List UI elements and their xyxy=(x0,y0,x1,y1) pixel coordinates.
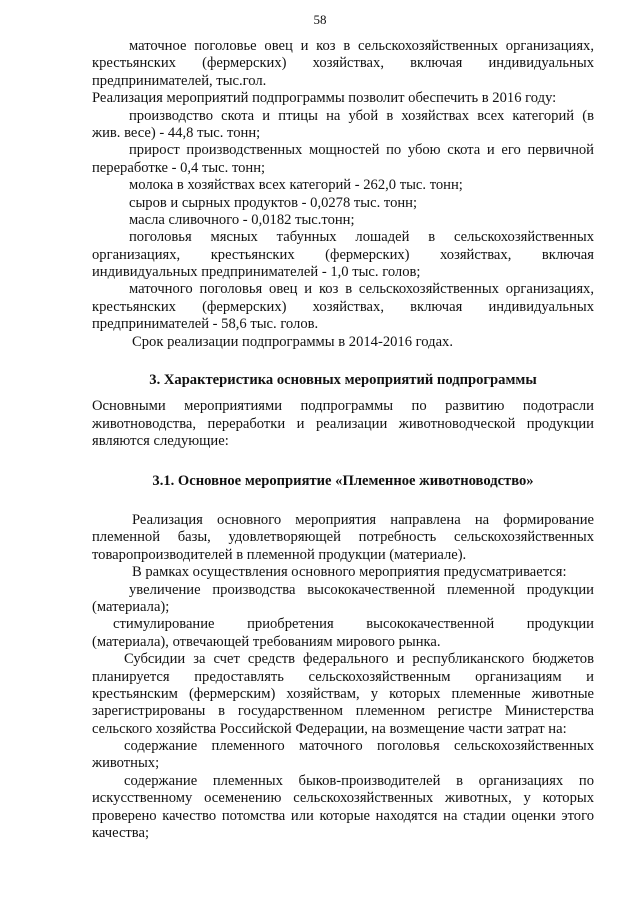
text-line: товаропроизводителей в племенной продукции (материале). xyxy=(92,546,467,563)
section-heading-3-1 xyxy=(92,473,594,490)
text-line: маточное поголовье овец и коз в сельскохозяйственных организациях, xyxy=(129,38,594,54)
list-item xyxy=(92,738,594,773)
text-line: зарегистрированы в государственном племенном регистре Министерства xyxy=(92,703,594,720)
paragraph-expected-results-intro xyxy=(92,90,594,107)
text-line: молока в хозяйствах всех категорий - 262,0 тыс. тонн; xyxy=(129,177,463,194)
text-line: прирост производственных мощностей по убою скота и его первичной xyxy=(129,142,594,159)
text-line: проверено качество потомства или которые находятся на стадии оценки этого xyxy=(92,807,594,824)
text-line: индивидуальных предпринимателей - 1,0 тыс. голов; xyxy=(92,264,421,281)
heading-text: 3.1. Основное мероприятие «Племенное животноводство» xyxy=(152,472,534,489)
page-number: 58 xyxy=(313,12,327,27)
text-line: искусственному осеменению сельскохозяйственных животных, у которых xyxy=(92,790,594,807)
paragraph-breeding-base xyxy=(92,512,594,564)
list-item xyxy=(92,212,594,229)
text-line: крестьянских (фермерских) хозяйствах, включая индивидуальных xyxy=(92,55,594,72)
text-line: Реализация основного мероприятия направлена на формирование xyxy=(132,511,594,528)
text-line: Срок реализации подпрограммы в 2014-2016 годах. xyxy=(132,333,454,350)
list-item xyxy=(92,142,594,177)
text-line: поголовья мясных табунных лошадей в сельскохозяйственных xyxy=(129,229,594,246)
text-line: производство скота и птицы на убой в хозяйствах всех категорий (в xyxy=(129,107,594,124)
text-line: являются следующие: xyxy=(92,433,229,450)
text-line: содержание племенного маточного поголовья сельскохозяйственных xyxy=(124,738,594,755)
text-line: стимулирование приобретения высококачественной продукции xyxy=(113,616,594,633)
text-line: переработке - 0,4 тыс. тонн; xyxy=(92,159,266,176)
text-line: жив. весе) - 44,8 тыс. тонн; xyxy=(92,124,261,141)
text-line: маточного поголовья овец и коз в сельскохозяйственных организациях, xyxy=(129,281,594,298)
list-item xyxy=(92,773,594,843)
text-line: планируется предоставлять сельскохозяйственным организациям и xyxy=(92,668,594,685)
text-line: предпринимателей - 58,6 тыс. голов. xyxy=(92,316,319,333)
page-content xyxy=(92,38,594,842)
text-line: В рамках осуществления основного мероприятия предусматривается: xyxy=(132,564,567,581)
text-line: Субсидии за счет средств федерального и республиканского бюджетов xyxy=(124,651,594,668)
text-line: сельского хозяйства Российской Федерации, на возмещение части затрат на: xyxy=(92,720,567,737)
list-item xyxy=(92,281,594,333)
spacer xyxy=(92,490,594,512)
text-line: крестьянским (фермерским) хозяйствам, у которых племенные животные xyxy=(92,685,594,702)
text-line: предпринимателей, тыс.гол. xyxy=(92,72,267,89)
section-heading-3 xyxy=(92,372,594,389)
spacer xyxy=(92,351,594,372)
paragraph-provisions-intro xyxy=(92,564,594,581)
paragraph-main-activities xyxy=(92,398,594,450)
text-line: животных; xyxy=(92,755,160,772)
text-line: племенной базы, удовлетворяющей потребность сельскохозяйственных xyxy=(92,529,594,546)
text-line: масла сливочного - 0,0182 тыс.тонн; xyxy=(129,211,355,228)
text-line: увеличение производства высококачественной племенной продукции xyxy=(129,581,594,598)
text-line: качества; xyxy=(92,825,150,842)
paragraph-subsidies xyxy=(92,651,594,738)
text-line: Реализация мероприятий подпрограммы позволит обеспечить в 2016 году: xyxy=(92,90,557,107)
list-item xyxy=(92,582,594,617)
text-line: Основными мероприятиями подпрограммы по развитию подотрасли xyxy=(92,398,594,415)
list-item xyxy=(92,177,594,194)
text-line: (материала); xyxy=(92,598,170,615)
list-item xyxy=(92,195,594,212)
text-line: содержание племенных быков-производителей в организациях по xyxy=(124,772,594,789)
spacer xyxy=(92,389,594,398)
list-item xyxy=(92,616,594,651)
list-item xyxy=(92,108,594,143)
paragraph-livestock-indicator xyxy=(92,38,594,90)
text-line: (материала), отвечающей требованиям мирового рынка. xyxy=(92,633,441,650)
paragraph-implementation-period xyxy=(92,334,594,351)
text-line: животноводства, переработки и реализации животноводческой продукции xyxy=(92,415,594,432)
heading-text: 3. Характеристика основных мероприятий подпрограммы xyxy=(149,372,537,389)
text-line: крестьянских (фермерских) хозяйствах, включая индивидуальных xyxy=(92,298,594,315)
text-line: организациях, крестьянских (фермерских) хозяйствах, включая xyxy=(92,246,594,263)
spacer xyxy=(92,451,594,473)
list-item xyxy=(92,229,594,281)
text-line: сыров и сырных продуктов - 0,0278 тыс. тонн; xyxy=(129,194,418,211)
